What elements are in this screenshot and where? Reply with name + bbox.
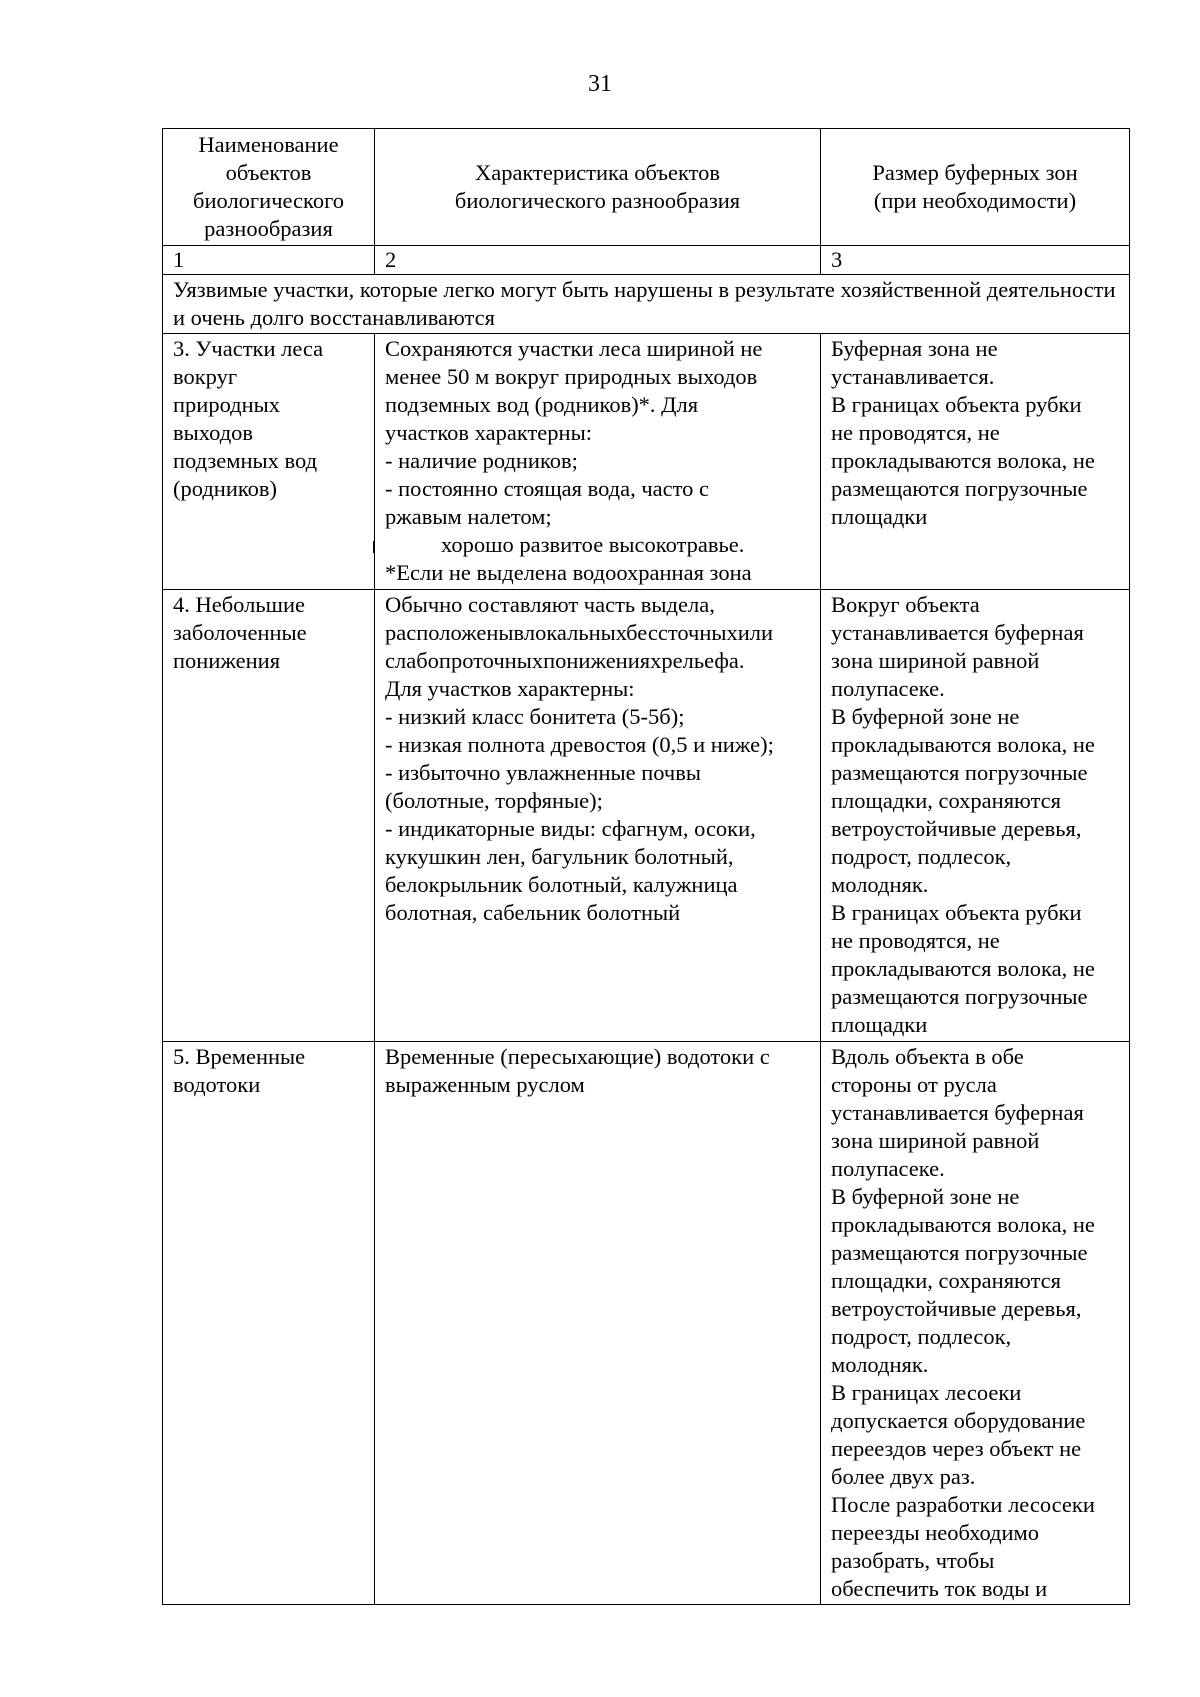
text-line: В буферной зоне не — [831, 1184, 1020, 1209]
text-line: После разработки лесосеки — [831, 1492, 1095, 1517]
text-line: менее 50 м вокруг природных выходов — [385, 364, 758, 389]
text-line: устанавливается буферная — [831, 1100, 1084, 1125]
text-line: В буферной зоне не — [831, 704, 1020, 729]
text-line: Вдоль объекта в обе — [831, 1044, 1024, 1069]
buffer-cell — [821, 1042, 1130, 1605]
buffer-cell — [821, 334, 1130, 590]
text-line: переездов через объект не — [831, 1436, 1082, 1461]
text-line: размещаются погрузочные — [831, 760, 1088, 785]
page-number: 31 — [588, 71, 612, 97]
header-line: Размер буферных зон — [872, 160, 1078, 185]
text-line: - низкий класс бонитета (5-5б); — [385, 704, 685, 729]
object-name-cell — [163, 334, 375, 590]
text-line: устанавливается буферная — [831, 620, 1084, 645]
text-line: природных — [173, 392, 281, 417]
column-number: 3 — [821, 246, 1130, 275]
header-line: Характеристика объектов — [474, 160, 721, 185]
header-line: биологического — [193, 188, 344, 213]
table-row — [163, 590, 1130, 1042]
text-line: расположенывлокальныхбессточныхили — [385, 620, 774, 645]
biodiversity-table — [162, 128, 1130, 1605]
text-line: размещаются погрузочные — [831, 984, 1088, 1009]
text-line: Буферная зона не — [831, 336, 998, 361]
column-number: 2 — [375, 246, 821, 275]
header-line: (при необходимости) — [873, 188, 1077, 213]
text-line: В границах объекта рубки — [831, 900, 1082, 925]
text-line: прокладываются волока, не — [831, 732, 1095, 757]
text-line: не проводятся, не — [831, 420, 1000, 445]
text-line: вокруг — [173, 364, 238, 389]
column-number: 1 — [163, 246, 375, 275]
text-line: ветроустойчивые деревья, — [831, 1296, 1082, 1321]
text-line: В границах лесоеки — [831, 1380, 1022, 1405]
header-line: биологического разнообразия — [454, 188, 741, 213]
header-cell-characteristics — [375, 129, 821, 246]
text-line: подрост, подлесок, — [831, 844, 1012, 869]
text-line: (болотные, торфяные); — [385, 788, 603, 813]
section-row — [163, 275, 1130, 334]
text-line: площадки, сохраняются — [831, 1268, 1062, 1293]
header-row — [163, 129, 1130, 246]
text-line: площадки — [831, 504, 928, 529]
text-line: 3. Участки леса — [173, 336, 324, 361]
text-line: Обычно составляют часть выдела, — [385, 592, 715, 617]
text-line: слабопроточныхпониженияхрельефа. — [385, 648, 745, 673]
text-line: Вокруг объекта — [831, 592, 980, 617]
text-line: не проводятся, не — [831, 928, 1000, 953]
text-line: - наличие родников; — [385, 448, 578, 473]
text-line: Для участков характерны: — [385, 676, 635, 701]
table-row — [163, 1042, 1130, 1605]
text-line: Временные (пересыхающие) водотоки с — [385, 1044, 770, 1069]
indented-text-line: хорошо развитое высокотравье. — [385, 531, 812, 559]
text-line: площадки — [831, 1012, 928, 1037]
text-line: 5. Временные — [173, 1044, 306, 1069]
text-line: прокладываются волока, не — [831, 956, 1095, 981]
text-line: ветроустойчивые деревья, — [831, 816, 1082, 841]
header-cell-name — [163, 129, 375, 246]
text-line: - индикаторные виды: сфагнум, осоки, — [385, 816, 756, 841]
header-line: разнообразия — [204, 216, 333, 241]
text-line: молодняк. — [831, 872, 929, 897]
text-line: подземных вод (родников)*. Для — [385, 392, 699, 417]
text-line: белокрыльник болотный, калужница — [385, 872, 738, 897]
text-line: ржавым налетом; — [385, 504, 552, 529]
text-line: - постоянно стоящая вода, часто с — [385, 476, 710, 501]
text-line: стороны от русла — [831, 1072, 997, 1097]
text-line: участков характерны: — [385, 420, 592, 445]
text-line: выраженным руслом — [385, 1072, 585, 1097]
text-line: допускается оборудование — [831, 1408, 1086, 1433]
characteristics-cell — [375, 590, 821, 1042]
text-line: понижения — [173, 648, 281, 673]
buffer-cell — [821, 590, 1130, 1042]
header-line: Наименование — [198, 132, 339, 157]
text-line: площадки, сохраняются — [831, 788, 1062, 813]
text-line: прокладываются волока, не — [831, 448, 1095, 473]
text-line: разобрать, чтобы — [831, 1548, 995, 1573]
text-line: - избыточно увлажненные почвы — [385, 760, 701, 785]
text-line: В границах объекта рубки — [831, 392, 1082, 417]
text-line: зона шириной равной — [831, 648, 1040, 673]
text-line: подрост, подлесок, — [831, 1324, 1012, 1349]
text-line: водотоки — [173, 1072, 261, 1097]
table-row — [163, 334, 1130, 590]
text-line: полупасеке. — [831, 676, 945, 701]
text-line: размещаются погрузочные — [831, 1240, 1088, 1265]
text-line: прокладываются волока, не — [831, 1212, 1095, 1237]
text-line: - низкая полнота древостоя (0,5 и ниже); — [385, 732, 774, 757]
text-line: переезды необходимо — [831, 1520, 1040, 1545]
text-line: зона шириной равной — [831, 1128, 1040, 1153]
text-line: размещаются погрузочные — [831, 476, 1088, 501]
text-line: устанавливается. — [831, 364, 995, 389]
footnote-line: *Если не выделена водоохранная зона — [385, 560, 752, 585]
header-cell-buffer — [821, 129, 1130, 246]
text-line: болотная, сабельник болотный — [385, 900, 681, 925]
header-line: объектов — [225, 160, 312, 185]
characteristics-cell — [375, 334, 821, 590]
object-name-cell — [163, 1042, 375, 1605]
object-name-cell — [163, 590, 375, 1042]
text-line: выходов — [173, 420, 254, 445]
text-line: 4. Небольшие — [173, 592, 305, 617]
text-line: (родников) — [173, 476, 278, 501]
text-line: заболоченные — [173, 620, 307, 645]
text-line: молодняк. — [831, 1352, 929, 1377]
text-line: обеспечить ток воды и — [831, 1576, 1048, 1601]
text-line: более двух раз. — [831, 1464, 976, 1489]
section-title: Уязвимые участки, которые легко могут быть нарушены в результате хозяйственной деятельности и очень долго восстанавливаются — [163, 275, 1130, 334]
characteristics-cell — [375, 1042, 821, 1605]
text-line: полупасеке. — [831, 1156, 945, 1181]
text-line: подземных вод — [173, 448, 318, 473]
column-number-row — [163, 246, 1130, 275]
text-line: кукушкин лен, багульник болотный, — [385, 844, 734, 869]
text-line: Сохраняются участки леса шириной не — [385, 336, 763, 361]
